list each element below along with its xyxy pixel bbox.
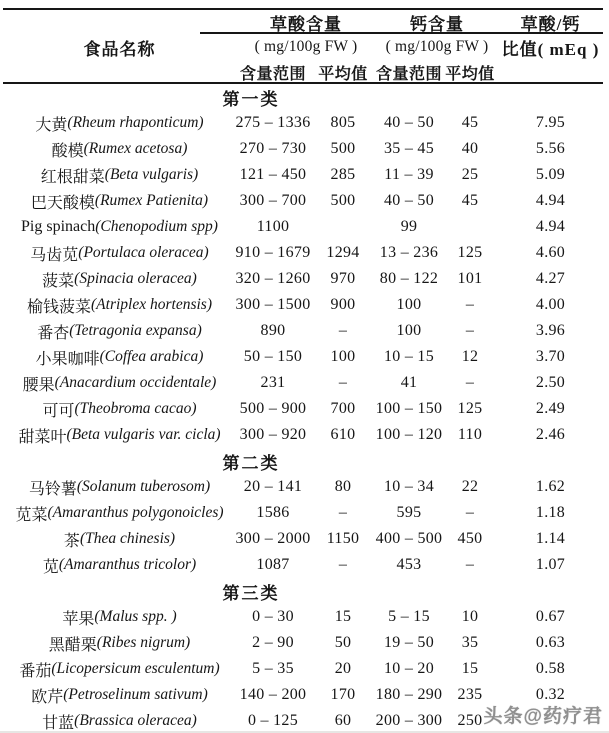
- calcium-avg-cell: –: [465, 374, 475, 391]
- food-name-cell: [3, 162, 236, 188]
- calcium-avg-cell: –: [465, 296, 475, 313]
- oxalate-range-cell: 275 – 1336: [235, 114, 311, 131]
- calcium-avg-cell: 250: [457, 712, 483, 729]
- food-name-chinese: 苹果: [62, 610, 95, 628]
- oxalate-avg-cell: 1150: [326, 530, 360, 547]
- calcium-range-cell: 200 – 300: [375, 712, 443, 729]
- food-name-cell: [3, 500, 236, 526]
- oxalate-avg-cell: 50: [334, 634, 352, 651]
- food-name-latin: (Solanum tuberosom): [76, 478, 211, 495]
- food-name-cell: [3, 526, 236, 552]
- oxalate-group-header: 草酸含量: [270, 14, 342, 34]
- ratio-cell: 4.00: [535, 296, 566, 313]
- ratio-group-header: 草酸/钙: [520, 14, 581, 34]
- calcium-avg-cell: 450: [457, 530, 483, 547]
- calcium-range-cell: 595: [396, 504, 422, 521]
- watermark: 头条@药疗君: [483, 706, 603, 727]
- food-name-latin: (Malus spp. ): [94, 608, 177, 625]
- oxalate-avg-cell: –: [338, 322, 348, 339]
- food-name-column-header: 食品名称: [83, 39, 156, 59]
- calcium-avg-cell: 22: [461, 478, 479, 495]
- food-name-latin: (Tetragonia expansa): [69, 322, 202, 339]
- calcium-range-cell: 100: [396, 322, 422, 339]
- food-name-latin: (Rumex Patienita): [94, 192, 209, 209]
- oxalate-range-cell: 1100: [256, 218, 290, 235]
- section-title: 第二类: [222, 453, 280, 473]
- food-name-cell: [3, 188, 236, 214]
- calcium-range-cell: 10 – 15: [383, 348, 435, 365]
- food-name-chinese: 马齿苋: [30, 246, 79, 264]
- food-name-cell: [3, 110, 236, 136]
- food-name-cell: [3, 656, 236, 682]
- food-name-latin: (Brassica oleracea): [74, 712, 197, 729]
- oxalate-avg-cell: 80: [334, 478, 352, 495]
- calcium-range-cell: 100: [396, 296, 422, 313]
- food-name-chinese: 欧芹: [31, 688, 64, 706]
- food-name-chinese: 茶: [63, 532, 80, 550]
- oxalate-calcium-table: [3, 8, 603, 733]
- food-name-latin: (Atriplex hortensis): [91, 296, 212, 313]
- food-name-chinese: 番杏: [37, 324, 70, 342]
- food-name-cell: [3, 552, 236, 578]
- oxalate-range-cell: 121 – 450: [239, 166, 307, 183]
- ratio-cell: 4.94: [535, 218, 566, 235]
- calcium-avg-cell: 125: [457, 244, 483, 261]
- calcium-range-cell: 400 – 500: [375, 530, 443, 547]
- food-name-cell: [3, 630, 236, 656]
- calcium-avg-cell: 110: [457, 426, 483, 443]
- food-name-latin: (Petroselinum sativum): [63, 686, 208, 703]
- calcium-avg-cell: 235: [457, 686, 483, 703]
- oxalate-range-cell: 300 – 700: [239, 192, 307, 209]
- oxalate-range-cell: 20 – 141: [243, 478, 303, 495]
- oxalate-avg-cell: 1294: [326, 244, 360, 261]
- section-title: 第三类: [222, 583, 280, 603]
- food-name-cell: [3, 604, 236, 630]
- calcium-avg-cell: 35: [461, 634, 479, 651]
- food-name-chinese: 巴天酸模: [30, 194, 95, 212]
- oxalate-avg-cell: –: [338, 504, 348, 521]
- calcium-range-cell: 100 – 120: [375, 426, 443, 443]
- oxalate-range-cell: 1586: [256, 504, 290, 521]
- ratio-cell: 1.62: [535, 478, 566, 495]
- oxalate-avg-cell: 60: [334, 712, 352, 729]
- calcium-range-cell: 40 – 50: [383, 192, 435, 209]
- food-name-cell: [3, 240, 236, 266]
- oxalate-avg-cell: 20: [334, 660, 352, 677]
- food-name-chinese: Pig spinach: [21, 218, 96, 235]
- ratio-cell: 7.95: [535, 114, 566, 131]
- food-name-cell: [3, 370, 236, 396]
- calcium-avg-cell: 25: [461, 166, 479, 183]
- ratio-cell: 1.18: [535, 504, 566, 521]
- oxalate-range-cell: 2 – 90: [252, 634, 294, 651]
- oxalate-range-cell: 1087: [256, 556, 290, 573]
- oxalate-avg-cell: 500: [330, 140, 356, 157]
- oxalate-range-cell: 320 – 1260: [235, 270, 311, 287]
- food-name-latin: (Theobroma cacao): [74, 400, 197, 417]
- oxalate-range-cell: 0 – 125: [247, 712, 299, 729]
- oxalate-avg-cell: –: [338, 374, 348, 391]
- oxalate-avg-cell: –: [338, 556, 348, 573]
- oxalate-range-cell: 910 – 1679: [235, 244, 311, 261]
- section-title: 第一类: [222, 89, 280, 109]
- calcium-unit-label: ( mg/100g FW ): [385, 38, 489, 55]
- food-name-latin: (Rheum rhaponticum): [67, 114, 204, 131]
- food-name-chinese: 黑醋栗: [48, 636, 97, 654]
- oxalate-range-cell: 300 – 1500: [235, 296, 311, 313]
- calcium-avg-subheader: 平均值: [445, 65, 495, 83]
- oxalate-unit-label: ( mg/100g FW ): [254, 38, 358, 55]
- oxalate-avg-cell: 170: [330, 686, 356, 703]
- calcium-avg-cell: 40: [461, 140, 479, 157]
- calcium-range-cell: 5 – 15: [388, 608, 430, 625]
- ratio-cell: 1.14: [535, 530, 566, 547]
- calcium-range-cell: 10 – 34: [383, 478, 435, 495]
- food-name-latin: (Amaranthus tricolor): [58, 556, 197, 573]
- food-name-cell: [3, 318, 236, 344]
- ratio-cell: 2.49: [535, 400, 566, 417]
- food-name-latin: (Portulaca oleracea): [78, 244, 209, 261]
- calcium-range-cell: 180 – 290: [375, 686, 443, 703]
- calcium-avg-cell: 12: [461, 348, 479, 365]
- food-name-cell: [3, 266, 236, 292]
- ratio-cell: 1.07: [535, 556, 566, 573]
- calcium-avg-cell: 125: [457, 400, 483, 417]
- calcium-range-cell: 35 – 45: [383, 140, 435, 157]
- oxalate-avg-subheader: 平均值: [318, 65, 368, 83]
- calcium-group-header: 钙含量: [410, 14, 464, 34]
- ratio-cell: 2.50: [535, 374, 566, 391]
- calcium-range-cell: 11 – 39: [384, 166, 434, 183]
- oxalate-range-cell: 140 – 200: [239, 686, 307, 703]
- calcium-range-cell: 99: [400, 218, 418, 235]
- food-name-chinese: 酸模: [51, 142, 84, 160]
- calcium-avg-cell: –: [465, 556, 475, 573]
- ratio-cell: 4.27: [535, 270, 566, 287]
- food-name-chinese: 苋菜: [15, 506, 48, 524]
- food-name-cell: [3, 344, 236, 370]
- ratio-cell: 2.46: [535, 426, 566, 443]
- oxalate-range-cell: 0 – 30: [252, 608, 294, 625]
- oxalate-range-cell: 890: [260, 322, 286, 339]
- food-name-cell: [3, 474, 236, 500]
- calcium-range-cell: 13 – 236: [379, 244, 439, 261]
- food-name-latin: (Beta vulgaris var. cicla): [66, 426, 221, 443]
- food-name-latin: (Coffea arabica): [99, 348, 204, 365]
- ratio-cell: 5.09: [535, 166, 566, 183]
- food-name-cell: [3, 292, 236, 318]
- calcium-avg-cell: –: [465, 322, 475, 339]
- oxalate-avg-cell: 700: [330, 400, 356, 417]
- calcium-avg-cell: –: [465, 504, 475, 521]
- ratio-cell: 0.32: [535, 686, 566, 703]
- food-name-chinese: 可可: [42, 402, 75, 420]
- food-name-chinese: 甜菜叶: [18, 428, 67, 446]
- food-name-chinese: 大黄: [35, 116, 68, 134]
- food-name-cell: [3, 682, 236, 708]
- food-name-latin: (Anacardium occidentale): [54, 374, 217, 391]
- oxalate-range-cell: 500 – 900: [239, 400, 307, 417]
- ratio-cell: 3.70: [535, 348, 566, 365]
- food-name-latin: (Beta vulgaris): [104, 166, 199, 183]
- oxalate-range-cell: 50 – 150: [243, 348, 303, 365]
- oxalate-avg-cell: 100: [330, 348, 356, 365]
- oxalate-avg-cell: 970: [330, 270, 356, 287]
- oxalate-avg-cell: [310, 214, 376, 240]
- food-name-cell: [3, 396, 236, 422]
- food-name-latin: (Ribes nigrum): [96, 634, 191, 651]
- ratio-cell: 4.60: [535, 244, 566, 261]
- oxalate-avg-cell: 610: [330, 426, 356, 443]
- calcium-avg-cell: [442, 214, 498, 240]
- calcium-avg-cell: 15: [461, 660, 479, 677]
- food-name-chinese: 小果咖啡: [35, 350, 100, 368]
- ratio-cell: 5.56: [535, 140, 566, 157]
- food-name-latin: (Spinacia oleracea): [74, 270, 197, 287]
- food-name-chinese: 红根甜菜: [40, 168, 105, 186]
- oxalate-range-cell: 300 – 2000: [235, 530, 311, 547]
- ratio-cell: 0.58: [535, 660, 566, 677]
- header-group-underline: [200, 32, 603, 34]
- calcium-range-cell: 10 – 20: [383, 660, 435, 677]
- food-name-chinese: 甘蓝: [42, 714, 75, 732]
- food-name-latin: (Amaranthus polygonoicles): [47, 504, 224, 521]
- ratio-cell: 3.96: [535, 322, 566, 339]
- food-name-chinese: 苋: [42, 558, 59, 576]
- calcium-range-cell: 453: [396, 556, 422, 573]
- food-name-cell: [3, 708, 236, 733]
- calcium-range-cell: 19 – 50: [383, 634, 435, 651]
- food-name-latin: (Licopersicum esculentum): [51, 660, 220, 677]
- oxalate-range-cell: 300 – 920: [239, 426, 307, 443]
- food-name-cell: [3, 422, 236, 448]
- ratio-unit-label: 比值( mEq ): [501, 39, 600, 59]
- header-bottom-rule: [3, 82, 603, 84]
- oxalate-range-subheader: 含量范围: [239, 65, 306, 83]
- food-name-cell: [3, 136, 236, 162]
- oxalate-avg-cell: 900: [330, 296, 356, 313]
- ratio-cell: 4.94: [535, 192, 566, 209]
- food-name-chinese: 番茄: [19, 662, 52, 680]
- food-name-chinese: 腰果: [22, 376, 55, 394]
- food-name-latin: (Chenopodium spp): [95, 218, 218, 235]
- oxalate-avg-cell: 805: [330, 114, 356, 131]
- food-name-chinese: 榆钱菠菜: [27, 298, 92, 316]
- food-name-chinese: 菠菜: [42, 272, 75, 290]
- food-name-latin: (Thea chinesis): [79, 530, 176, 547]
- ratio-cell: 0.67: [535, 608, 566, 625]
- calcium-range-cell: 40 – 50: [383, 114, 435, 131]
- calcium-avg-cell: 10: [461, 608, 479, 625]
- oxalate-avg-cell: 500: [330, 192, 356, 209]
- oxalate-range-cell: 270 – 730: [239, 140, 307, 157]
- ratio-cell: 0.63: [535, 634, 566, 651]
- calcium-avg-cell: 45: [461, 114, 479, 131]
- calcium-avg-cell: 101: [457, 270, 483, 287]
- oxalate-range-cell: 231: [260, 374, 286, 391]
- calcium-range-cell: 41: [400, 374, 418, 391]
- calcium-range-subheader: 含量范围: [376, 65, 443, 83]
- food-name-latin: (Rumex acetosa): [83, 140, 188, 157]
- food-name-cell: [3, 214, 236, 240]
- calcium-range-cell: 100 – 150: [375, 400, 443, 417]
- oxalate-avg-cell: 285: [330, 166, 356, 183]
- oxalate-range-cell: 5 – 35: [252, 660, 294, 677]
- food-name-chinese: 马铃薯: [28, 480, 77, 498]
- oxalate-avg-cell: 15: [334, 608, 352, 625]
- calcium-avg-cell: 45: [461, 192, 479, 209]
- calcium-range-cell: 80 – 122: [379, 270, 439, 287]
